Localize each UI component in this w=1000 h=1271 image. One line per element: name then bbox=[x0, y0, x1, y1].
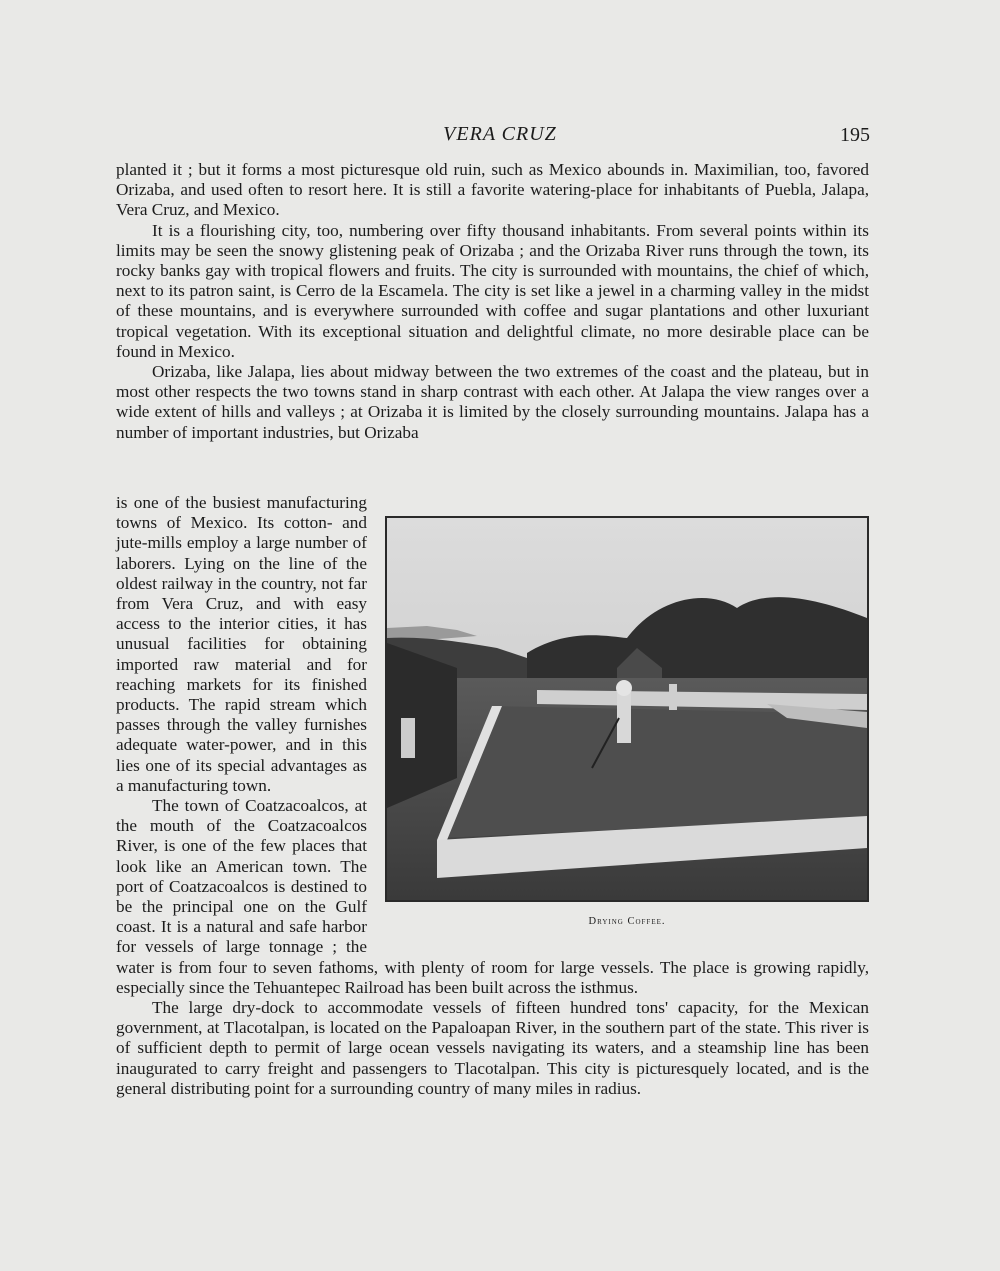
figure-caption: Drying Coffee. bbox=[588, 916, 666, 927]
figure-drying-coffee bbox=[385, 516, 869, 954]
running-head-title: VERA CRUZ bbox=[443, 123, 557, 145]
coffee-patio-illustration bbox=[387, 518, 867, 900]
page-number: 195 bbox=[840, 124, 870, 146]
paragraph: is one of the busiest manufacturing towns of Mexico. Its cotton- and jute-mills employ a large number of laborers. Lying on the line of the oldest railway in the country, not far from Vera Cruz, and with easy access to the interior cities, it has unusual facilities for obtaining imported raw material and for reaching markets for its finished products. The rapid stream which passes through the valley furnishes adequate water-power, and in this lies one of its special advantages as a manufacturing town. bbox=[116, 493, 367, 795]
photo-drying-coffee bbox=[385, 516, 869, 902]
text-block-wrapped bbox=[116, 493, 869, 1099]
paragraph: The town of Coatzacoalcos, at the mouth of the Coatzacoalcos River, is one of the few places that look like an American town. The port of Coatzacoalcos is destined to be the principal one on the Gulf coast. It is a natural and safe harbor for vessels of large tonnage ; the water is from four to seven fathoms, with plenty of room for large vessels. The place is growing rapidly, especially since the Tehuantepec Railroad has been built across the isthmus. bbox=[116, 796, 869, 997]
paragraph: planted it ; but it forms a most picturesque old ruin, such as Mexico abounds in. Maximilian, too, favored Orizaba, and used often to resort here. It is still a favorite watering-place for inhabitants of Puebla, Jalapa, Vera Cruz, and Mexico. bbox=[116, 160, 869, 220]
paragraph: The large dry-dock to accommodate vessels of fifteen hundred tons' capacity, for the Mexican government, at Tlacotalpan, is located on the Papaloapan River, in the southern part of the state. This river is of sufficient depth to permit of large ocean vessels navigating its waters, and a steamship line has been inaugurated to carry freight and passengers to Tlacotalpan. This city is picturesquely located, and is the general distributing point for a surrounding country of many miles in radius. bbox=[116, 998, 869, 1098]
text-block-top bbox=[116, 160, 869, 443]
paragraph: Orizaba, like Jalapa, lies about midway between the two extremes of the coast and the plateau, but in most other respects the two towns stand in sharp contrast with each other. At Jalapa the view ranges over a wide extent of hills and valleys ; at Orizaba it is limited by the closely surrounding mountains. Jalapa has a number of important industries, but Orizaba bbox=[116, 362, 869, 442]
paragraph: It is a flourishing city, too, numbering over fifty thousand inhabitants. From several points within its limits may be seen the snowy glistening peak of Orizaba ; and the Orizaba River runs through the town, its rocky banks gay with tropical flowers and fruits. The city is surrounded with mountains, the chief of which, next to its patron saint, is Cerro de la Escamela. The city is set like a jewel in a charming valley in the midst of these mountains, and is everywhere surrounded with coffee and sugar plantations and other luxuriant tropical vegetation. With its exceptional situation and delightful climate, no more desirable place can be found in Mexico. bbox=[116, 220, 869, 361]
